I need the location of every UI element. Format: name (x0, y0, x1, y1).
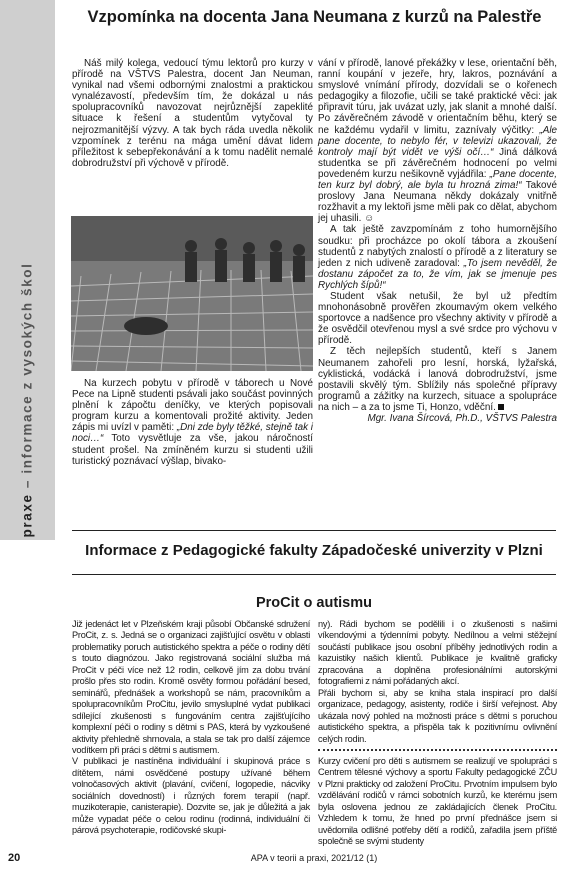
paragraph: Přáli bychom si, aby se kniha stala inspirací pro další organizace, pedagogy, asistenty, rodiče i širší veřejnost. Aby ukázala nový pohled na možnosti práce s dětmi s poruchou autistického spektra, a přispěla tak k pozitivnímu ovlivnění celých rodin. (318, 687, 557, 744)
end-mark-icon (498, 404, 504, 410)
quote: „Ale pane docente, to nebylo fér, v televizi ukazovali, že kontroly mají být vidět ve výši očí…“ (318, 124, 557, 158)
quote: „To jsem nevěděl, že dostanu zápočet za to, že vím, jak se jmenuje pes Rychlých šípů!“ (318, 257, 557, 291)
quote: „Pane docente, ten kurz byl dobrý, ale byla tu hrozná zima!“ (318, 168, 557, 192)
section-sidebar (0, 0, 55, 540)
section-heading: Informace z Pedagogické fakulty Západočeské univerzity v Plzni (85, 542, 543, 559)
paragraph: Již jedenáct let v Plzeňském kraji působí Občanské sdružení ProCit, z. s. Jedná se o organizaci zajišťující osvětu v oblasti problematiky poruch autistického spektra a péče o rodiny dětí s touto diagnózou. Jako registrovaná sociální služba má ProCit v péči více než 12 rodin, celkově jím za dobu trvání prošlo přes sto rodin. Kromě osvěty formou pořádání besed, seminářů, přednášek a workshopů se nám, pracovníkům a spolupracovníkům ProCitu, jevilo smysluplné vydat publikaci sdílející zkušenosti s fungováním centra zajišťujícího komplexní péči o rodiny s dětmi s PAS, která by vyzkoušené aktivity přehledně shrnovala, a stala se tak pro další zájemce vodítkem při práci s dětmi s autismem. (72, 619, 310, 755)
article-title: Vzpomínka na docenta Jana Neumana z kurzů na Palestře (87, 8, 542, 26)
section-divider-bottom (72, 574, 556, 575)
article2-right-column (318, 619, 557, 848)
section-divider-top (72, 530, 556, 531)
article-right-column (318, 58, 557, 424)
author-signature: Mgr. Ivana Šírcová, Ph.D., VŠTVS Palestra (367, 413, 557, 424)
paragraph: vání v přírodě, lanové překážky v lese, orientační běh, ranní koupání v jezeře, hry, lakros, poznávání a smyslové vnímání přírody, dozvídali se o kořenech pedagogiky a filozofie, učili se také praktické věci: jak připravit túru, jak uvázat uzly, jak slanit a mnohé další. Po závěrečném závodě v orientačním běhu, který se ne každému vydařil v limitu, zaznívaly výčitky: „Ale pane docente, to nebylo fér, v televizi ukazovali, že kontroly mají být vidět ve výši očí…“ Jiná dálková studentka se při závěrečném hodnocení po velmi povedeném kurzu nešikovně vyjádřila: „Pane docente, ten kurz byl dobrý, ale byla tu hrozná zima!“ Takové proslovy Jana Neumana někdy dokázaly vnitřně rozžhavit a my lektoři jsme měli pak co dělat, abychom jej uhasili. ☺ (318, 58, 558, 225)
article-left-column-bottom (72, 378, 313, 467)
paragraph: Z těch nejlepších studentů, kteří s Janem Neumanem zahořeli pro lesní, horská, lyžařská, cyklistická, vodácká i lanová dobrodružství, jsme postavili skvělý tým. Sblížily nás společné přípravy programů a zážitky na kurzech, situace a spolupráce na nich – a za to jsme Ti, Honzo, vděční. (318, 346, 557, 413)
page-number: 20 (8, 852, 21, 864)
journal-footer: APA v teorii a praxi, 2021/12 (1) (250, 853, 378, 863)
quote: „Dni zde byly těžké, stejně tak i noci…“ (72, 422, 313, 445)
paragraph: ny). Rádi bychom se podělili i o zkušenosti s našimi víkendovými a týdenními pobyty. Nedílnou a velmi stěžejní součástí publikace jsou osobní příběhy jednotlivých rodin a kazuistiky našich klientů. Publikace je kvalitně graficky zpracována a doplněna profesionálními autorskými fotografiemi z námi pořádaných akcí. (318, 619, 557, 687)
paragraph: Náš milý kolega, vedoucí týmu lektorů pro kurzy v přírodě na VŠTVS Palestra, docent Jan Neuman, vynikal nad všemi odbornými znalostmi a praktickou vynalézavostí, především tím, že dokázal u nás spolupracovníků navozovat nejrůznější zapeklité situace k řešení a studentům vytyčoval ty nejrozmanitější výzvy. A tak bych ráda uvedla několik vzpomínek z terénu na mága umění dávat lidem příležitost k sebepřekonávání a k tomu nadělit nemalé dobrodružství při výchově v přírodě. (72, 58, 313, 169)
paragraph: V publikaci je nastíněna individuální i skupinová práce s dítětem, námi osvědčené postupy užívané během volnočasových aktivit (plavání, cvičení, logopedie, nácviky sociálních dovedností) i různých forem terapií (např. muzikoterapie, canisterapie). Dozvite se, jak je důležitá a jak může vypadat péče o celou rodinu (rodinná, individuální či párová psychoterapie, rodičovské skupi- (72, 756, 310, 836)
dotted-separator (318, 749, 557, 751)
article2-title: ProCit o autismu (255, 595, 372, 611)
sidebar-label-main: praxe (19, 493, 35, 538)
paragraph: Kurzy cvičení pro děti s autismem se realizují ve spolupráci s Centrem tělesné výchovy a sportu Fakulty pedagogické ZČU v Plzni prakticky od založení ProCitu. Prvotním impulsem bylo vzdělávání rodičů v rámci sobotních kurzů, ke kterému jsem byla oslovena jednou ze zakládajících členek ProCitu. Vzhledem k tomu, že hned po první přednášce jsem si uvědomila odlišné potřeby dětí a rodičů, zařadila jsem příště společně se svými studenty (318, 755, 557, 847)
paragraph: Student však netušil, že byl už předtím mnohonásobně prověřen zkoumavým okem velkého sportovce a nadšence pro všechny aktivity v přírodě a že osvědčil otevřenou mysl a své srdce pro výchovu v přírodě. (318, 290, 557, 347)
sidebar-label-rest: informace z vysokých škol (19, 262, 35, 474)
sidebar-label (20, 210, 35, 590)
photo-image (71, 216, 313, 371)
rope-net-photo (71, 216, 313, 371)
paragraph: Na kurzech pobytu v přírodě v táborech u Nové Pece na Lipně studenti psávali jako součást povinných plnění k zápočtu deníčky, ve kterých popisovali program kurzu a komentovali prožité aktivity. Jeden zápis mi uvízl v paměti: „Dni zde byly těžké, stejně tak i noci…“ Toto vysvětluje za vše, jakou náročností student prošel. Na zmíněném kurzu si studenti užili turistický poznávací výšlap, bivako- (72, 378, 313, 467)
sidebar-label-separator: – (19, 473, 35, 494)
article2-left-column (72, 619, 310, 837)
article-left-column-top (72, 58, 313, 169)
paragraph: A tak ještě zavzpomínám z toho humornějšího soudku: při procházce po okolí tábora a zkoušení studentů z nabytých znalostí o přírodě a z literatury se jeden z nich udiveně zaradoval: „To jsem nevěděl, že dostanu zápočet za to, že vím, jak se jmenuje pes Rychlých šípů!“ (318, 224, 557, 291)
